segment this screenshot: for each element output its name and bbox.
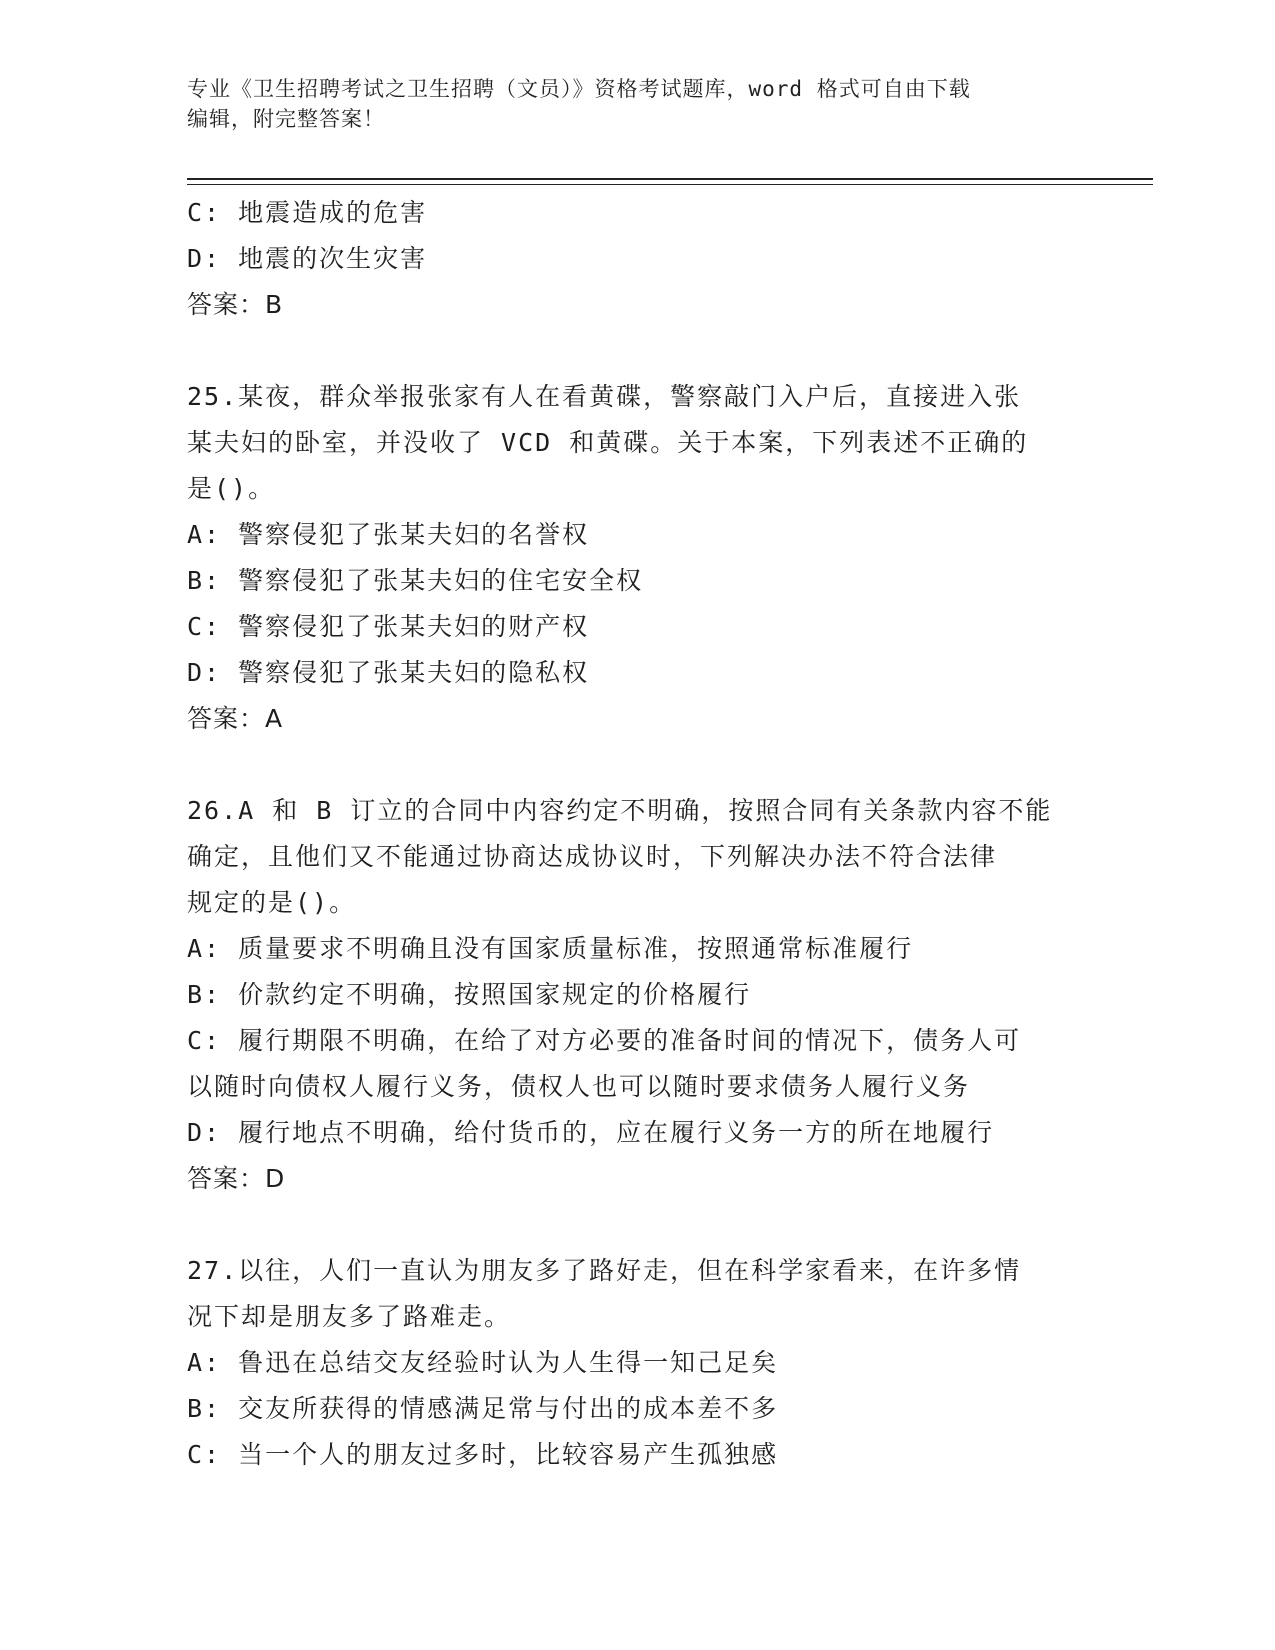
option-b: B: 警察侵犯了张某夫妇的住宅安全权	[187, 566, 644, 595]
answer-line: 答案：A	[187, 704, 284, 733]
spacer	[187, 742, 1077, 788]
option-a: A: 鲁迅在总结交友经验时认为人生得一知己足矣	[187, 1348, 779, 1377]
option-d: D: 地震的次生灾害	[187, 244, 428, 273]
option-c: C: 警察侵犯了张某夫妇的财产权	[187, 612, 590, 641]
option-a: A: 质量要求不明确且没有国家质量标准，按照通常标准履行	[187, 934, 914, 963]
option-c: C: 当一个人的朋友过多时，比较容易产生孤独感	[187, 1440, 779, 1469]
page-header	[187, 74, 1067, 134]
header-line-2: 编辑，附完整答案！	[187, 107, 385, 131]
option-b: B: 交友所获得的情感满足常与付出的成本差不多	[187, 1394, 779, 1423]
question-stem-line: 是()。	[187, 474, 276, 503]
question-stem-line: 26.A 和 B 订立的合同中内容约定不明确，按照合同有关条款内容不能	[187, 796, 1053, 825]
option-a: A: 警察侵犯了张某夫妇的名誉权	[187, 520, 590, 549]
spacer	[187, 328, 1077, 374]
question-block-26	[187, 788, 1077, 1202]
answer-line: 答案：B	[187, 290, 284, 319]
option-c: C: 履行期限不明确，在给了对方必要的准备时间的情况下，债务人可	[187, 1026, 1022, 1055]
header-divider-thin	[187, 184, 1153, 185]
question-stem-line: 规定的是()。	[187, 888, 357, 917]
question-stem-line: 27.以往，人们一直认为朋友多了路好走，但在科学家看来，在许多情	[187, 1256, 1022, 1285]
option-c-continued: 以随时向债权人履行义务，债权人也可以随时要求债务人履行义务	[187, 1072, 971, 1101]
option-d: D: 警察侵犯了张某夫妇的隐私权	[187, 658, 590, 687]
answer-line: 答案：D	[187, 1164, 286, 1193]
question-stem-line: 确定，且他们又不能通过协商达成协议时，下列解决办法不符合法律	[187, 842, 998, 871]
question-block-25	[187, 374, 1077, 742]
header-line-1: 专业《卫生招聘考试之卫生招聘（文员）》资格考试题库，word 格式可自由下载	[187, 77, 971, 101]
option-c: C: 地震造成的危害	[187, 198, 428, 227]
question-block-24	[187, 190, 1077, 328]
header-divider	[187, 178, 1153, 180]
question-list	[187, 190, 1077, 1478]
question-stem-line: 25.某夜，群众举报张家有人在看黄碟，警察敲门入户后，直接进入张	[187, 382, 1022, 411]
question-block-27	[187, 1248, 1077, 1478]
question-stem-line: 某夫妇的卧室，并没收了 VCD 和黄碟。关于本案，下列表述不正确的	[187, 428, 1029, 457]
option-b: B: 价款约定不明确，按照国家规定的价格履行	[187, 980, 752, 1009]
question-stem-line: 况下却是朋友多了路难走。	[187, 1302, 512, 1331]
option-d: D: 履行地点不明确，给付货币的，应在履行义务一方的所在地履行	[187, 1118, 995, 1147]
spacer	[187, 1202, 1077, 1248]
